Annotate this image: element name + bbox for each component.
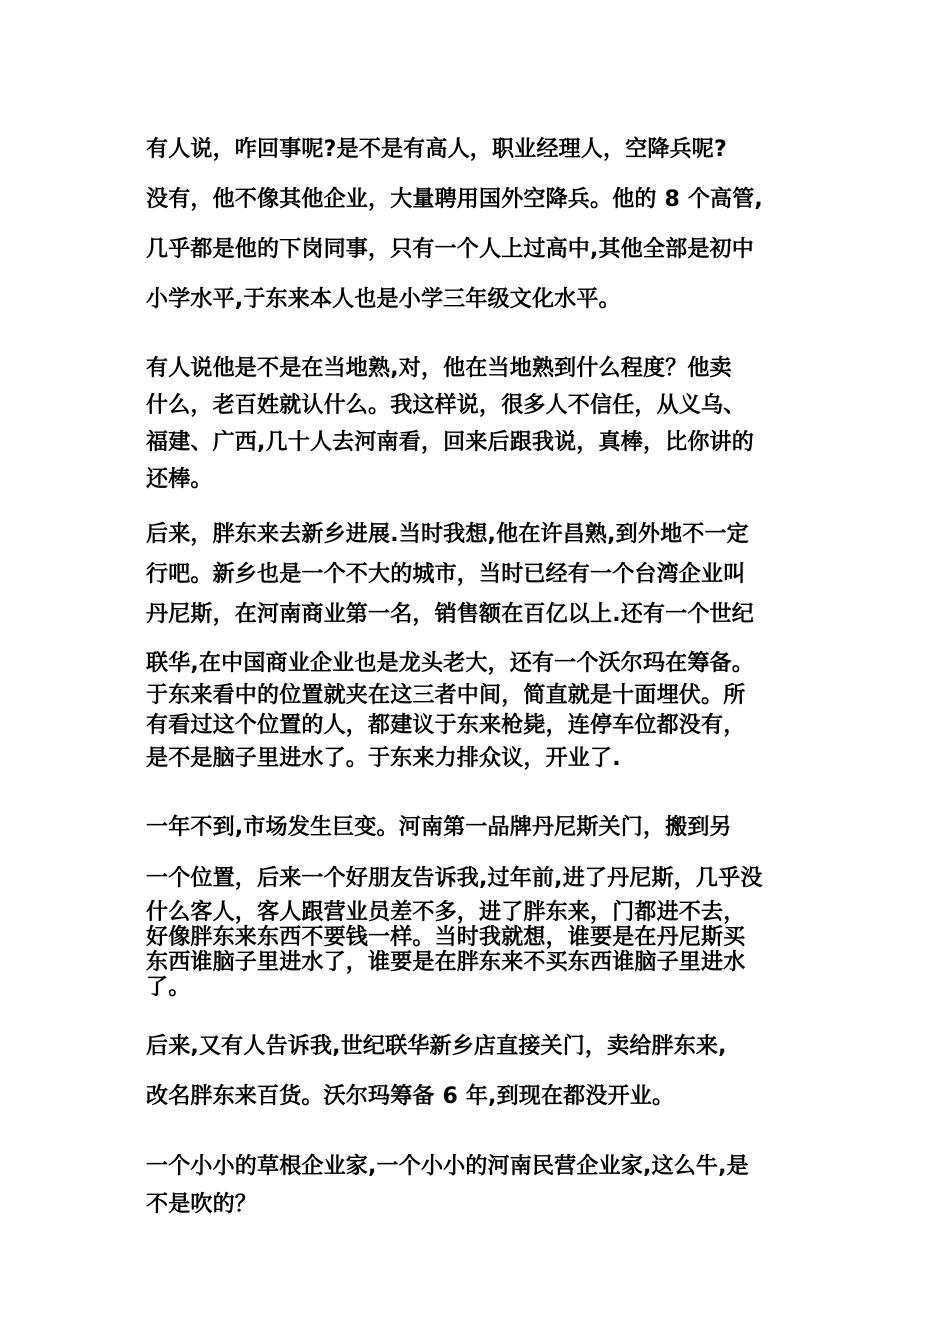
text-line: 还棒。 — [146, 467, 213, 492]
text-line: 后来,又有人告诉我,世纪联华新乡店直接关门，卖给胖东来, — [146, 1034, 727, 1059]
text-line: 联华,在中国商业企业也是龙头老大，还有一个沃尔玛在筹备。 — [146, 651, 754, 676]
text-line: 了。 — [146, 975, 191, 1000]
text-line: 没有，他不像其他企业，大量聘用国外空降兵。他的 8 个高管, — [146, 187, 763, 212]
paragraph-3 — [146, 520, 806, 774]
text-line: 一个位置，后来一个好朋友告诉我,过年前,进了丹尼斯，几乎没 — [146, 866, 763, 891]
text-line: 一个小小的草根企业家,一个小小的河南民营企业家,这么牛,是 — [146, 1154, 749, 1179]
text-line: 有人说，咋回事呢?是不是有高人，职业经理人，空降兵呢? — [146, 137, 727, 162]
text-line: 几乎都是他的下岗同事，只有一个人上过高中,其他全部是初中 — [146, 237, 754, 262]
text-line: 东西谁脑子里进水了，谁要是在胖东来不买东西谁脑子里进水 — [146, 950, 746, 975]
text-line: 小学水平,于东来本人也是小学三年级文化水平。 — [146, 287, 621, 312]
text-line: 有看过这个位置的人，都建议于东来枪毙，连停车位都没有， — [146, 713, 746, 738]
text-line: 改名胖东来百货。沃尔玛筹备 6 年,到现在都没开业。 — [146, 1084, 675, 1109]
text-line: 丹尼斯，在河南商业第一名，销售额在百亿以上.还有一个世纪 — [146, 602, 754, 627]
text-line: 行吧。新乡也是一个不大的城市，当时已经有一个台湾企业叫 — [146, 562, 746, 587]
text-line: 于东来看中的位置就夹在这三者中间，简直就是十面埋伏。所 — [146, 683, 746, 708]
paragraph-2 — [146, 354, 806, 495]
paragraph-5 — [146, 1032, 806, 1112]
text-line: 一年不到,市场发生巨变。河南第一品牌丹尼斯关门，搬到另 — [146, 815, 732, 840]
text-line: 是不是脑子里进水了。于东来力排众议，开业了. — [146, 746, 621, 771]
paragraph-1 — [146, 135, 806, 315]
text-line: 什么，老百姓就认什么。我这样说，很多人不信任，从义乌、 — [146, 393, 746, 418]
text-line: 好像胖东来东西不要钱一样。当时我就想，谁要是在丹尼斯买 — [146, 925, 746, 950]
text-line: 不是吹的？ — [146, 1192, 258, 1217]
text-line: 后来，胖东来去新乡进展.当时我想,他在许昌熟,到外地不一定 — [146, 522, 749, 547]
text-line: 有人说他是不是在当地熟,对，他在当地熟到什么程度？他卖 — [146, 356, 732, 381]
paragraph-6 — [146, 1152, 806, 1220]
text-line: 什么客人，客人跟营业员差不多，进了胖东来，门都进不去， — [146, 900, 746, 925]
paragraph-4 — [146, 813, 806, 1003]
text-line: 福建、广西,几十人去河南看，回来后跟我说，真棒，比你讲的 — [146, 430, 754, 455]
